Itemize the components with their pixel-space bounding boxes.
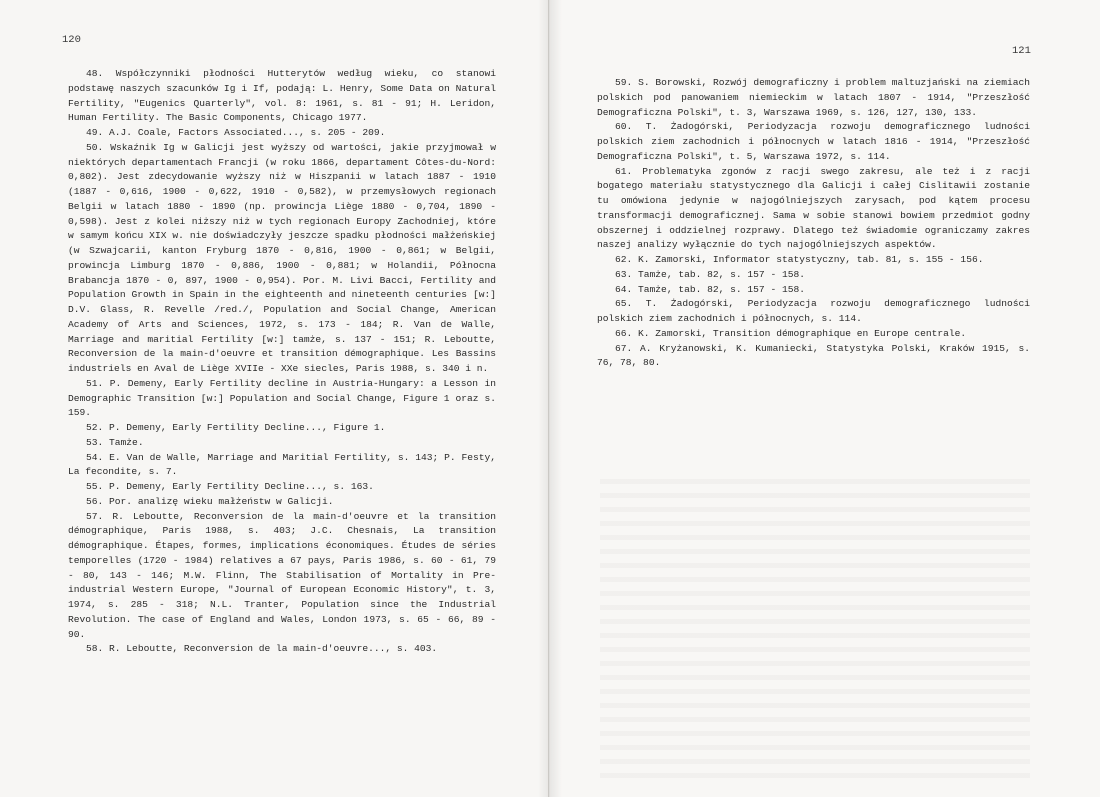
footnote-65: 65. T. Żadogórski, Periodyzacja rozwoju demograficznego ludności polskich ziem zachodnich i północnych, s. 114. (597, 298, 1030, 324)
footnote-54: 54. E. Van de Walle, Marriage and Maritial Fertility, s. 143; P. Festy, La fecondite, s. 7. (68, 451, 496, 478)
footnote-55: 55. P. Demeny, Early Fertility Decline..., s. 163. (86, 481, 374, 492)
footnote-48: 48. Współczynniki płodności Hutterytów według wieku, co stanowi podstawę naszych szacunków Ig i If, podają: L. Henry, Some Data on Natural Fertility, "Eugenics Quarterly", vol. 8: 1961, s. 81 - 91; H. Leridon, Human Fertility. The Basic Components, Chicago 1977. (68, 68, 496, 124)
book-gutter (538, 0, 562, 797)
footnote-52: 52. P. Demeny, Early Fertility Decline..., Figure 1. (86, 422, 386, 433)
footnotes-left (68, 67, 496, 657)
page-number-right: 121 (1012, 45, 1031, 57)
footnote-51: 51. P. Demeny, Early Fertility decline in Austria-Hungary: a Lesson in Demographic Transition [w:] Population and Social Change, Figure 1 oraz s. 159. (68, 377, 496, 419)
page-number-left: 120 (62, 34, 81, 46)
footnote-58: 58. R. Leboutte, Reconversion de la main-d'oeuvre..., s. 403. (86, 643, 438, 655)
footnote-60: 60. T. Żadogórski, Periodyzacja rozwoju demograficznego ludności polskich ziem zachodnich i północnych w latach 1816 - 1914, "Przeszłość Demograficzna Polski", t. 5, Warszawa 1972, s. 114. (597, 121, 1030, 162)
footnote-64: 64. Tamże, tab. 82, s. 157 - 158. (615, 283, 805, 295)
footnote-57: 57. R. Leboutte, Reconversion de la main-d'oeuvre et la transition démographique, Paris 1988, s. 403; J.C. Chesnais, La transition démographique. Étapes, formes, implications économiques. Études de séries temporelles (1720 - 1984) relatives a 67 pays, Paris 1986, s. 60 - 61, 79 - 80, 143 - 146; M.W. Flinn, The Stabilisation of Mortality in Pre-industrial Western Europe, "Journal of European Economic History", t. 3, 1974, s. 285 - 318; N.L. Tranter, Population since the Industrial Revolution. The case of England and Wales, London 1973, s. 65 - 66, 89 - 90. (68, 510, 496, 640)
bleed-through-text (600, 470, 1030, 780)
left-page (0, 0, 549, 797)
footnote-49: 49. A.J. Coale, Factors Associated..., s. 205 - 209. (86, 127, 386, 138)
footnote-67: 67. A. Kryżanowski, K. Kumaniecki, Statystyka Polski, Kraków 1915, s. 76, 78, 80. (597, 342, 1030, 369)
footnote-66: 66. K. Zamorski, Transition démographique en Europe centrale. (615, 327, 967, 339)
footnote-56: 56. Por. analizę wieku małżeństw w Galicji. (86, 495, 334, 507)
footnote-62: 62. K. Zamorski, Informator statystyczny, tab. 81, s. 155 - 156. (615, 254, 984, 265)
footnotes-right (597, 76, 1030, 371)
footnote-53: 53. Tamże. (86, 436, 144, 448)
footnote-63: 63. Tamże, tab. 82, s. 157 - 158. (615, 268, 805, 280)
footnote-61: 61. Problematyka zgonów z racji swego zakresu, ale też i z racji bogatego materiału statystycznego dla Galicji i całej Cislitawii zostanie tu omówiona jedynie w najogólniejszych zarysach, pod kątem procesu transformacji demograficznej. Sama w sobie stanowi bowiem przedmiot godny obszernej i oddzielnej rozprawy. Dlatego też świadomie ograniczamy zakres naszej analizy wyłącznie do tych najogólniejszych aspektów. (597, 165, 1030, 251)
footnote-50: 50. Wskaźnik Ig w Galicji jest wyższy od wartości, jakie przyjmował w niektórych departamentach Francji (w roku 1866, departament Côtes-du-Nord: 0,802). Jest zdecydowanie wyższy niż w Hiszpanii w latach 1887 - 1910 (1887 - 0,616, 1900 - 0,622, 1910 - 0,582), w przemysłowych regionach Belgii w latach 1880 - 1890 (np. prowincja Liège 1880 - 0,704, 1890 - 0,598). Jest z kolei niższy niż w tych regionach Europy Zachodniej, które w samym końcu XIX w. nie doświadczyły jeszcze spadku płodności małżeńskiej (w Szwajcarii, kanton Fryburg 1870 - 0,816, 1900 - 0,861; w Belgii, prowincja Limburg 1870 - 0,886, 1900 - 0,881; w Holandii, Północna Brabancja 1870 - 0, 897, 1900 - 0,954). Por. M. Livi Bacci, Fertility and Population Growth in Spain in the eighteenth and nineteenth centuries [w:] D.V. Glass, R. Revelle /red./, Population and Social Change, American Academy of Arts and Sciences, 1972, s. 173 - 184; R. Van de Walle, Marriage and maritial Fertility [w:] tamże, s. 137 - 151; R. Leboutte, Reconversion de la main-d'oeuvre et transition démographique. Les Bassins industriels en Aval de Liège XVIIe - XXe siecles, Paris 1988, s. 340 i n. (68, 141, 496, 374)
footnote-59: 59. S. Borowski, Rozwój demograficzny i problem maltuzjański na ziemiach polskich pod panowaniem niemieckim w latach 1807 - 1914, "Przeszłość Demograficzna Polski", t. 3, Warszawa 1969, s. 126, 127, 130, 133. (597, 77, 1030, 118)
